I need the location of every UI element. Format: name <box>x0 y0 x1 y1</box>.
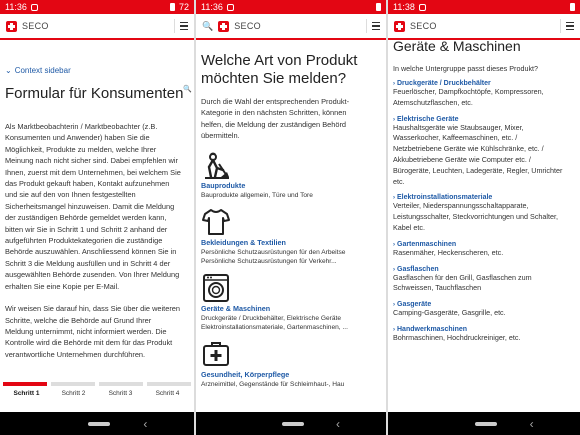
subgroup-desc-line: Haushaltsgeräte wie Staubsauger, Mixer, <box>393 122 524 132</box>
product-category-name: Bauprodukte <box>201 180 246 190</box>
subgroup-item[interactable] <box>393 80 575 109</box>
subgroup-item[interactable] <box>393 241 575 259</box>
product-category-desc: Bauprodukte allgemein, Türe und Tore <box>201 191 313 199</box>
text-line: ausgewählten Behörde zusenden. Von Ihrer Meldung <box>5 270 180 280</box>
brand-name: SECO <box>234 21 261 31</box>
subgroup-desc-line: Kabel etc. <box>393 222 425 232</box>
chevron-right-icon: › <box>393 116 395 123</box>
subgroup-name-text: Gasgeräte <box>397 301 432 309</box>
first-aid-kit-icon <box>201 339 231 369</box>
subgroup-desc-line: Camping-Gasgeräte, Gasgrille, etc. <box>393 308 506 318</box>
text-line: bitten wir Sie in Schritt 1 und Schritt 2 anhand der <box>5 224 168 234</box>
page-title-line: möchten Sie melden? <box>201 70 347 87</box>
notice-paragraph <box>5 303 189 360</box>
subgroup-name-text: Gartenmaschinen <box>397 240 457 248</box>
progress-step-2 <box>51 382 95 386</box>
notification-icon <box>227 4 234 11</box>
step-labels <box>3 390 191 397</box>
home-button[interactable] <box>88 422 110 426</box>
text-line: Sicherheitsmangel hinzuweisen. Damit die Meldung <box>5 201 175 211</box>
product-category-desc: Arzneimittel, Gegenstände für Schleimhaut-, Hau <box>201 380 345 388</box>
back-icon[interactable]: ‹ <box>336 416 340 431</box>
back-icon[interactable]: ‹ <box>529 416 534 431</box>
context-sidebar-toggle[interactable] <box>5 66 189 75</box>
notification-icon <box>31 4 38 11</box>
subgroup-desc-line: Gasflaschen für den Grill, Gasflaschen zum <box>393 272 532 282</box>
text-line: Als Marktbeobachterin / Marktbeobachter (z.B. <box>5 122 158 131</box>
subgroup-desc-line: Feuerlöscher, Dampfkochtöpfe, Kompressoren, <box>393 87 544 96</box>
subgroup-desc-line: Akkubetriebene Geräte wie Computer etc. / <box>393 154 531 164</box>
progress-step-4 <box>147 382 191 386</box>
product-category-gesundheit[interactable] <box>201 339 381 388</box>
subgroup-desc-line: Schweissen, Tauchflaschen <box>393 283 482 293</box>
subgroup-desc-line: Verteiler, Niederspannungsschaltapparate, <box>393 201 529 211</box>
subgroup-item[interactable] <box>393 194 575 233</box>
text-line: Möglichkeit, Produkte zu melden, welche Ihrer <box>5 144 157 154</box>
swiss-cross-logo-icon[interactable] <box>6 21 17 32</box>
text-line: Behörde auszuwählen. Anschliessend können Sie in <box>5 247 177 257</box>
product-category-desc: Druckgeräte / Druckbehälter, Elektrische Geräte <box>201 314 341 322</box>
text-line: Wir weisen Sie darauf hin, dass Sie über die weiteren <box>5 304 181 314</box>
app-bar <box>196 14 386 40</box>
hamburger-menu-icon[interactable] <box>366 19 380 33</box>
text-line: Meinung nach nicht sicher sind. Dabei empfehlen wir <box>5 156 178 166</box>
product-category-desc: Elektroinstallationsmateriale, Gartenmaschinen, ... <box>201 323 348 331</box>
product-category-desc: Persönliche Schutzausrüstungen für den Arbeitse <box>201 248 346 256</box>
text-line: Meldung unternimmt, nicht informiert werden. Die <box>5 326 167 336</box>
chevron-right-icon: › <box>393 241 395 248</box>
step-progress-bar <box>3 382 191 386</box>
home-button[interactable] <box>282 422 304 426</box>
subgroup-desc-line: Atemschutzflaschen, etc. <box>393 97 473 107</box>
text-line: das Produkt gekauft haben, Kontakt aufzunehmen <box>5 179 170 189</box>
battery-level: 72 <box>178 2 189 12</box>
product-category-bauprodukte[interactable] <box>201 150 381 199</box>
search-icon[interactable]: 🔍 <box>202 20 214 31</box>
construction-worker-icon <box>201 150 231 180</box>
notification-icon <box>419 4 426 11</box>
text-line: und sie auf den von Ihnen festgestellten <box>5 190 136 200</box>
chevron-right-icon: › <box>393 81 395 87</box>
tshirt-icon <box>201 207 231 237</box>
subgroup-name-text: Elektroinstallationsmateriale <box>397 194 493 202</box>
product-category-textilien[interactable] <box>201 207 381 265</box>
text-line: Schritte, welche die Behörde auf Grund Ihrer <box>5 315 152 325</box>
android-nav-bar <box>0 412 194 435</box>
subgroup-desc-line: Bohrmaschinen, Hochdruckreiniger, etc. <box>393 332 521 342</box>
text-line: übermitteln. <box>201 131 240 141</box>
text-line: der zuständigen Behörde gemeldet werden kann, <box>5 213 167 223</box>
chevron-right-icon: › <box>393 195 395 202</box>
subgroup-name <box>393 116 575 123</box>
text-line: Kontrolle wird die Behörde mit dem für das Produkt <box>5 338 173 348</box>
screen-consumer-form <box>0 0 194 435</box>
status-time: 11:36 <box>5 2 27 12</box>
text-line: Durch die Wahl der entsprechenden Produkt- <box>201 97 350 106</box>
product-category-name: Gesundheit, Körperpflege <box>201 369 290 379</box>
text-line: verantwortliche Unternehmen durchführen. <box>5 349 146 359</box>
subgroup-name <box>393 266 575 273</box>
android-nav-bar <box>196 412 386 435</box>
subgroup-desc-line: Rasenmäher, Heckenscheren, etc. <box>393 247 504 257</box>
page-title <box>201 52 381 88</box>
page-title: Formular für Konsumenten <box>5 85 184 102</box>
brand-name: SECO <box>22 21 49 31</box>
battery-icon <box>170 3 175 11</box>
back-icon[interactable]: ‹ <box>143 416 148 431</box>
android-nav-bar <box>388 412 580 435</box>
battery-icon <box>570 3 575 11</box>
step-label-2[interactable]: Schritt 2 <box>61 390 86 397</box>
battery-icon <box>376 3 381 11</box>
product-category-name: Bekleidungen & Textilien <box>201 237 286 247</box>
brand-name: SECO <box>410 21 437 31</box>
chevron-right-icon: › <box>393 302 395 309</box>
screen-geraete-maschinen <box>388 0 580 435</box>
swiss-cross-logo-icon[interactable] <box>218 21 229 32</box>
product-category-desc: Persönliche Schutzausrüstungen für Verkehr... <box>201 257 337 265</box>
subgroup-desc-line: Netzbetriebene Geräte wie Kühlschränke, etc. / <box>393 144 544 154</box>
status-bar <box>196 0 386 14</box>
hamburger-menu-icon[interactable] <box>174 19 188 33</box>
step-label-4[interactable]: Schritt 4 <box>155 390 180 397</box>
progress-step-1 <box>3 382 47 386</box>
subgroup-desc-line: Leistungsschalter, Steckvorrichtungen und Schalter, <box>393 212 559 222</box>
text-line: Schritt 3 die Meldung ausfüllen und in Schritt 4 der <box>5 258 171 268</box>
subgroup-name-text: Druckgeräte / Druckbehälter <box>397 80 491 87</box>
subgroup-list <box>393 80 575 344</box>
search-icon[interactable]: 🔍 <box>183 86 192 93</box>
washing-machine-icon <box>201 273 231 303</box>
page-title: Geräte & Maschinen <box>393 38 521 54</box>
home-button[interactable] <box>475 422 497 426</box>
status-bar <box>388 0 580 14</box>
text-line: Konsumenten und Anwender) haben Sie die <box>5 133 150 143</box>
status-time: 11:36 <box>201 2 223 12</box>
app-bar <box>388 14 580 40</box>
text-line: erhalten Sie eine Kopie per E-Mail. <box>5 281 120 291</box>
screen-product-type <box>196 0 386 435</box>
app-bar <box>0 14 194 40</box>
subgroup-name-text: Handwerkmaschinen <box>397 325 468 333</box>
subgroup-desc-line: etc. <box>393 176 405 186</box>
product-category-geraete[interactable] <box>201 273 381 331</box>
subgroup-desc-line: Wasserkocher, Kaffeemaschinen, etc. / <box>393 133 518 143</box>
hamburger-menu-icon[interactable] <box>560 19 574 33</box>
subgroup-name <box>393 241 575 248</box>
progress-step-3 <box>99 382 143 386</box>
status-time: 11:38 <box>393 2 415 12</box>
text-line: aufgeführten Produktekategorien die zuständige <box>5 236 163 246</box>
subgroup-name-text: Elektrische Geräte <box>397 115 459 123</box>
subgroup-item[interactable] <box>393 266 575 295</box>
chevron-right-icon: › <box>393 326 395 333</box>
intro-paragraph <box>5 121 189 292</box>
text-line: Ihnen, zuerst mit dem Unternehmen, bei welchem Sie <box>5 167 181 177</box>
context-sidebar-label: Context sidebar <box>14 66 71 75</box>
swiss-cross-logo-icon[interactable] <box>394 21 405 32</box>
subgroup-desc-line: Bürogeräte, Leuchten, Ladegeräte, Regler, Umrichter <box>393 165 563 175</box>
text-line: helfen, die Meldung der zuständigen Behörd <box>201 119 347 129</box>
text-line: Kategorie in den nächsten Schritten, können <box>201 108 347 118</box>
step-label-1[interactable]: Schritt 1 <box>13 390 40 397</box>
subgroup-name <box>393 326 575 333</box>
page-title-line: Welche Art von Produkt <box>201 52 358 69</box>
intro-paragraph <box>201 96 381 142</box>
subgroup-question: In welche Untergruppe passt dieses Produkt? <box>393 64 539 73</box>
chevron-down-icon: ⌄ <box>5 66 12 75</box>
step-label-3[interactable]: Schritt 3 <box>108 390 133 397</box>
product-category-name: Geräte & Maschinen <box>201 303 271 313</box>
subgroup-name <box>393 194 575 201</box>
subgroup-name <box>393 80 575 87</box>
status-bar <box>0 0 194 14</box>
subgroup-item[interactable] <box>393 116 575 188</box>
subgroup-name <box>393 301 575 308</box>
subgroup-item[interactable] <box>393 326 575 344</box>
subgroup-name-text: Gasflaschen <box>397 265 439 273</box>
chevron-right-icon: › <box>393 266 395 273</box>
subgroup-item[interactable] <box>393 301 575 319</box>
